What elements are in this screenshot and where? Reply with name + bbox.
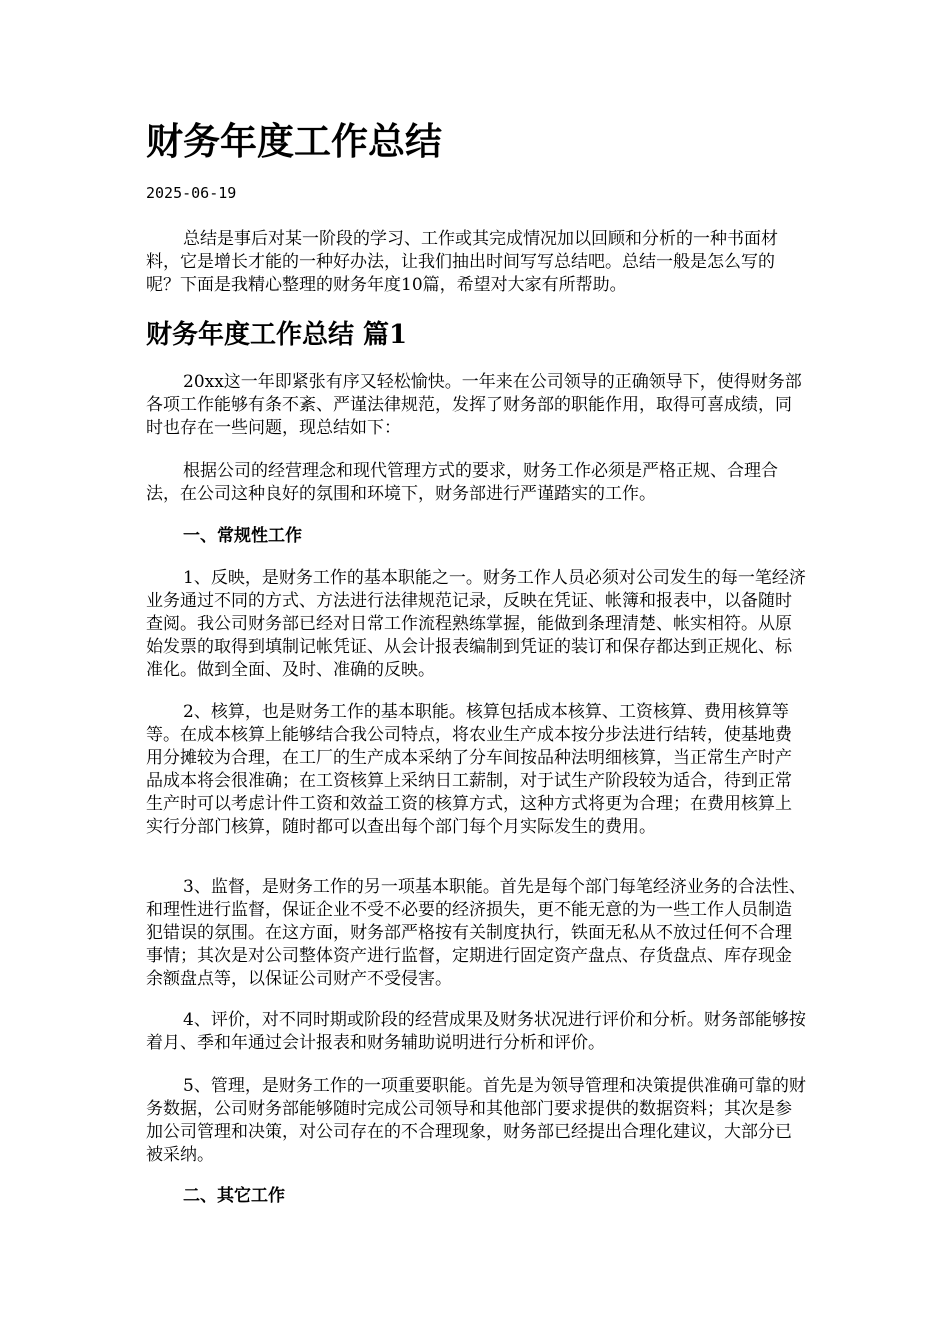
- list-item-text: 4、评价，对不同时期或阶段的经营成果及财务状况进行评价和分析。财务部能够按着月、季和年通过会计报表和财务辅助说明进行分析和评价。: [146, 1010, 806, 1053]
- document-title: 财务年度工作总结: [146, 119, 442, 163]
- body-paragraph: [146, 371, 806, 440]
- publish-date: 2025-06-19: [146, 184, 237, 202]
- paragraph-text: 20xx这一年即紧张有序又轻松愉快。一年来在公司领导的正确领导下，使得财务部各项工作能够有条不紊、严谨法律规范，发挥了财务部的职能作用，取得可喜成绩，同时也存在一些问题，现总结如下：: [146, 372, 802, 438]
- section-title: 财务年度工作总结 篇1: [146, 320, 408, 350]
- list-item-text: 3、监督，是财务工作的另一项基本职能。首先是每个部门每笔经济业务的合法性、和理性进行监督，保证企业不受不必要的经济损失，更不能无意的为一些工作人员制造犯错误的氛围。在这方面，财务部严格按有关制度执行，铁面无私从不放过任何不合理事情；其次是对公司整体资产进行监督，定期进行固定资产盘点、存货盘点、库存现金余额盘点等，以保证公司财产不受侵害。: [146, 877, 806, 989]
- subheading-other-work: 二、其它工作: [183, 1186, 285, 1206]
- list-item-text: 5、管理，是财务工作的一项重要职能。首先是为领导管理和决策提供准确可靠的财务数据，公司财务部能够随时完成公司领导和其他部门要求提供的数据资料；其次是参加公司管理和决策，对公司存在的不合理现象，财务部已经提出合理化建议，大部分已被采纳。: [146, 1076, 806, 1165]
- intro-paragraph: [146, 228, 806, 297]
- paragraph-text: 根据公司的经营理念和现代管理方式的要求，财务工作必须是严格正规、合理合法，在公司这种良好的氛围和环境下，财务部进行严谨踏实的工作。: [146, 461, 778, 504]
- subheading-routine-work: 一、常规性工作: [183, 526, 302, 546]
- list-item: [146, 876, 806, 991]
- intro-text: 总结是事后对某一阶段的学习、工作或其完成情况加以回顾和分析的一种书面材料，它是增长才能的一种好办法，让我们抽出时间写写总结吧。总结一般是怎么写的呢？下面是我精心整理的财务年度10篇，希望对大家有所帮助。: [146, 229, 778, 295]
- list-item: [146, 1009, 806, 1055]
- list-item: [146, 701, 806, 839]
- list-item-text: 2、核算，也是财务工作的基本职能。核算包括成本核算、工资核算、费用核算等等。在成本核算上能够结合我公司特点，将农业生产成本按分步法进行结转，使基地费用分摊较为合理，在工厂的生产成本采纳了分车间按品种法明细核算，当正常生产时产品成本将会很准确；在工资核算上采纳日工薪制，对于试生产阶段较为适合，待到正常生产时可以考虑计件工资和效益工资的核算方式，这种方式将更为合理；在费用核算上实行分部门核算，随时都可以查出每个部门每个月实际发生的费用。: [146, 702, 792, 837]
- list-item: [146, 567, 806, 682]
- list-item-text: 1、反映，是财务工作的基本职能之一。财务工作人员必须对公司发生的每一笔经济业务通过不同的方式、方法进行法律规范记录，反映在凭证、帐簿和报表中，以备随时查阅。我公司财务部已经对日常工作流程熟练掌握，能做到条理清楚、帐实相符。从原始发票的取得到填制记帐凭证、从会计报表编制到凭证的装订和保存都达到正规化、标准化。做到全面、及时、准确的反映。: [146, 568, 806, 680]
- body-paragraph: [146, 460, 806, 506]
- list-item: [146, 1075, 806, 1167]
